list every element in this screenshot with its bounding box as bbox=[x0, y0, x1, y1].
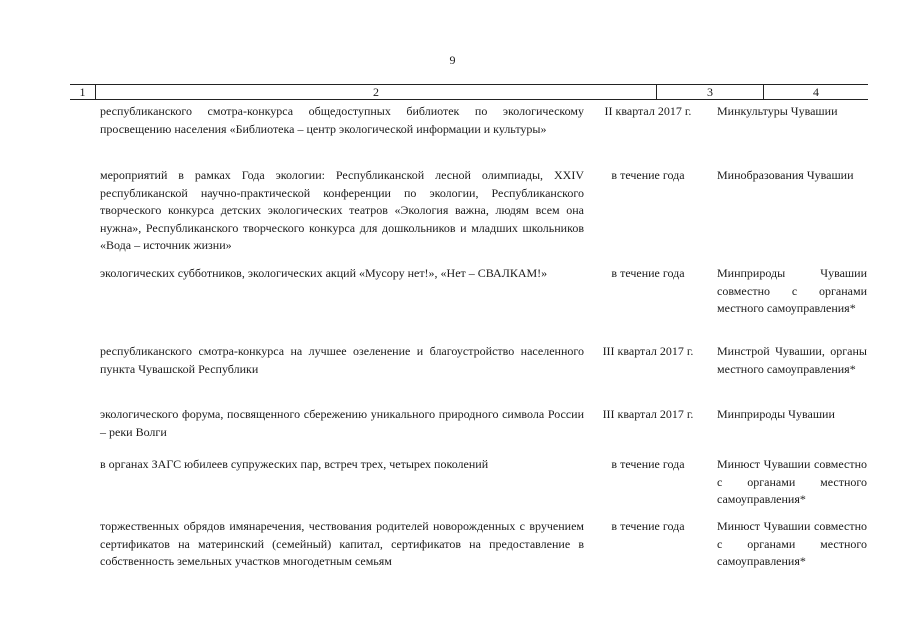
event-description: экологических субботников, экологических акций «Мусору нет!», «Нет – СВАЛКАМ!» bbox=[100, 266, 548, 280]
header-col-3: 3 bbox=[657, 85, 764, 99]
event-executor: Минприроды Чувашии совместно с органами местного самоуправления* bbox=[717, 266, 867, 315]
event-executor: Минобразования Чувашии bbox=[717, 168, 854, 182]
event-period: в течение года bbox=[611, 266, 685, 280]
event-description: торжественных обрядов имянаречения, чествования родителей новорожденных с вручением сертификатов на материнский (семейный) капитал, сертификатов на предоставление в собственность земельных участков многодетным семьям bbox=[100, 519, 584, 568]
event-description: республиканского смотра-конкурса общедоступных библиотек по экологическому просвещению населения «Библиотека – центр экологической информации и культуры» bbox=[100, 104, 584, 136]
event-period: II квартал 2017 г. bbox=[604, 104, 692, 118]
header-col-2: 2 bbox=[96, 85, 657, 99]
event-description: мероприятий в рамках Года экологии: Республиканской лесной олимпиады, XXIV республиканской научно-практической конференции по экологии, Республиканского творческого конкурса детских экологических театров «Экология важна, людям всем она нужна», Республиканского творческого конкурса для дошкольников и младших школьников «Вода – источник жизни» bbox=[100, 168, 584, 252]
header-col-4: 4 bbox=[813, 85, 819, 99]
event-period: в течение года bbox=[611, 457, 685, 471]
event-executor: Минстрой Чувашии, органы местного самоуправления* bbox=[717, 344, 867, 376]
event-period: в течение года bbox=[611, 519, 685, 533]
header-col-1: 1 bbox=[70, 85, 96, 99]
event-executor: Минкультуры Чувашии bbox=[717, 104, 838, 118]
event-description: экологического форума, посвященного сбережению уникального природного символа России – реки Волги bbox=[100, 407, 584, 439]
event-executor: Минприроды Чувашии bbox=[717, 407, 835, 421]
event-description: республиканского смотра-конкурса на лучшее озеленение и благоустройство населенного пункта Чувашской Республики bbox=[100, 344, 584, 376]
event-period: III квартал 2017 г. bbox=[602, 344, 694, 358]
event-period: в течение года bbox=[611, 168, 685, 182]
table-header bbox=[70, 84, 868, 100]
event-period: III квартал 2017 г. bbox=[602, 407, 694, 421]
event-description: в органах ЗАГС юбилеев супружеских пар, встреч трех, четырех поколений bbox=[100, 457, 489, 471]
event-executor: Минюст Чувашии совместно с органами местного самоуправления* bbox=[717, 457, 867, 506]
event-executor: Минюст Чувашии совместно с органами местного самоуправления* bbox=[717, 519, 867, 568]
page-number: 9 bbox=[449, 53, 456, 67]
